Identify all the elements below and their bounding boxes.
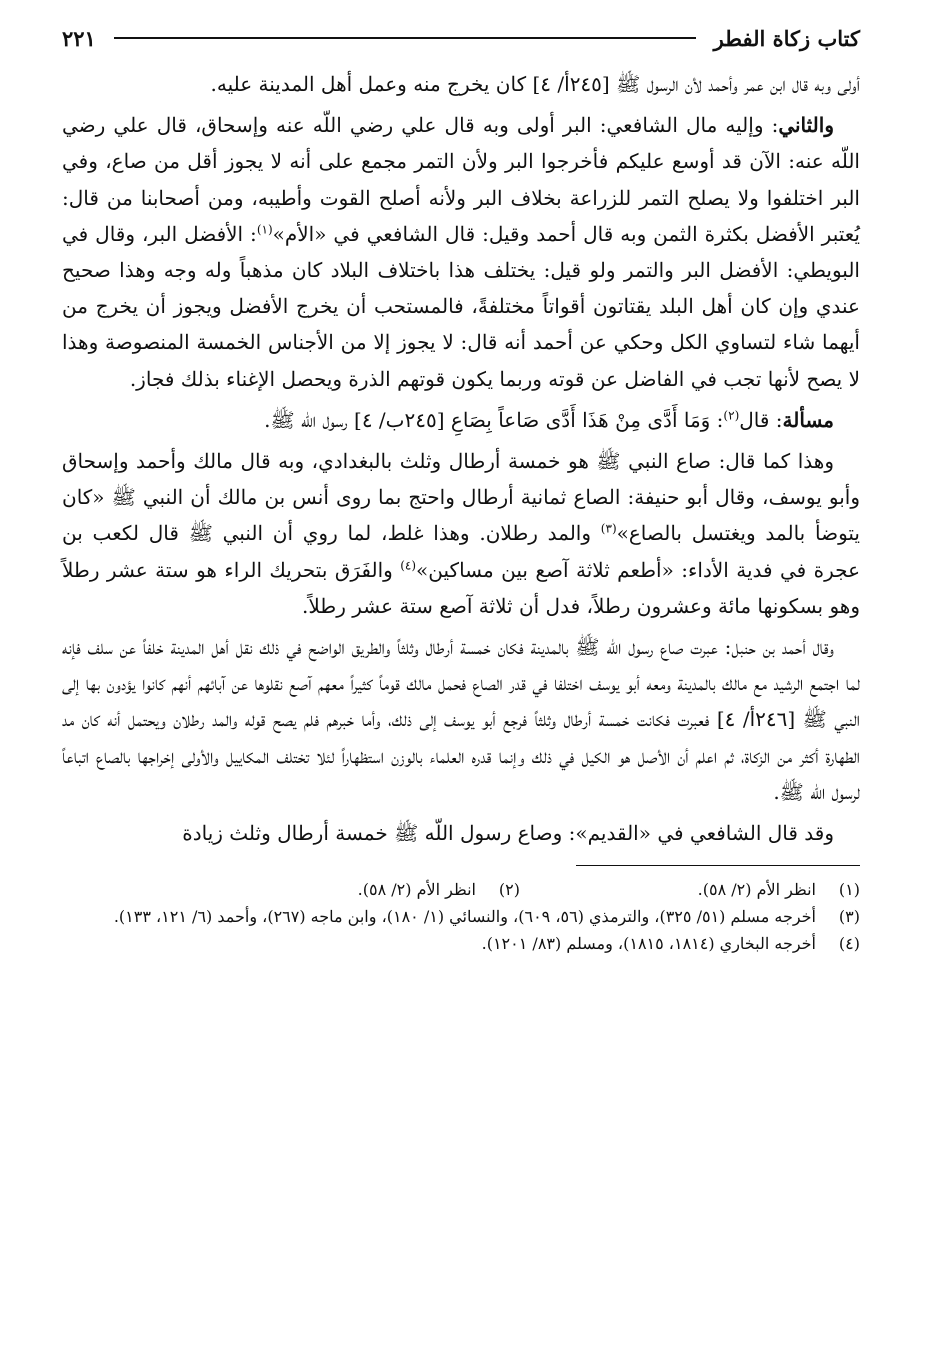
- paragraph-3: [62, 402, 860, 438]
- footnote-separator: [576, 865, 860, 866]
- running-header: [62, 20, 860, 56]
- paragraph-2: [62, 107, 860, 397]
- paragraph-text: : وإليه مال الشافعي: البر أولى وبه قال علي رضي اللّه عنه وإسحاق، قال علي رضي اللّه عنه: الآن قد أوسع عليكم فأخرجوا البر ولأن التمر مجمع على أنه لا يجوز أقل من صاع، وفي البر اختلفوا ولا يصلح التمر للزراعة بخلاف البر ولأنه أصلح القوت وأطيبه، ومن أصحابنا من قال: يُعتبر الأفضل بكثرة الثمن وبه قال أحمد وقيل: قال الشافعي في «الأم»: [62, 113, 860, 246]
- paragraph-text: وقد قال الشافعي في «القديم»: وصاع رسول اللّه ﷺ خمسة أرطال وثلث زيادة: [182, 821, 834, 846]
- footnote-3: [62, 903, 860, 930]
- header-rule: [114, 37, 696, 39]
- paragraph-text-cont: : الأفضل البر، وقال في البويطي: الأفضل البر والتمر ولو قيل: يختلف هذا باختلاف البلاد كان مذهباً وله وجه وهذا صحيح عندي وإن كان أهل البلد يقتاتون أقواتاً مختلفةً، فالمستحب أن يخرج الأفضل ويجوز أن يخرج من أيهما شاء لتساوي الكل وحكي عن أحمد أنه قال: لا يجوز إلا من الأجناس الخمسة المنصوصة وهذا لا يصح لأنها تجب في الفاضل عن قوته وربما يكون قوتهم الذرة ويحصل الإغناء بذلك فجاز.: [62, 221, 860, 391]
- paragraph-lead: مسألة: [782, 407, 834, 432]
- footnote-ref-3[interactable]: (٣): [600, 521, 617, 536]
- page-number: ٢٢١: [62, 25, 96, 51]
- paragraph-text: أولى وبه قال ابن عمر وأحمد لأن الرسول ﷺ [٢٤٥أ/ ٤] كان يخرج منه وعمل أهل المدينة عليه.: [210, 72, 860, 96]
- paragraph-text: : قال: [739, 407, 783, 432]
- footnote-text: أخرجه مسلم (٥١/ ٣٢٥)، والترمذي (٥٦، ٦٠٩)، والنسائي (١/ ١٨٠)، وابن ماجه (٢٦٧)، وأحمد (٦/ ١٢١، ١٣٣).: [113, 907, 816, 927]
- main-text: [62, 66, 860, 851]
- footnote-2: [180, 876, 520, 903]
- paragraph-1: [62, 66, 860, 102]
- footnote-text: انظر الأم (٢/ ٥٨).: [357, 880, 476, 900]
- paragraph-5: [62, 629, 860, 810]
- chapter-title: كتاب زكاة الفطر: [713, 25, 860, 51]
- footnote-number: (٣): [838, 907, 860, 927]
- footnote-number: (١): [838, 880, 860, 900]
- paragraph-6: [62, 815, 860, 851]
- paragraph-text: وهذا كما قال: صاع النبي ﷺ هو خمسة أرطال وثلث بالبغدادي، وبه قال مالك وأحمد وإسحاق وأبو يوسف، وقال أبو حنيفة: الصاع ثمانية أرطال واحتج بما روى أنس بن مالك أن النبي ﷺ «كان يتوضأ بالمد ويغتسل بالصاع»: [62, 449, 860, 546]
- footnote-text: انظر الأم (٢/ ٥٨).: [697, 880, 816, 900]
- footnote-ref-1[interactable]: (١): [256, 222, 273, 237]
- paragraph-text-cont-2: والفَرَق بتحريك الراء هو ستة عشر رطلاً وهو بسكونها مائة وعشرون رطلاً، فدل أن ثلاثة آصع ستة عشر رطلاً.: [62, 557, 860, 618]
- footnote-ref-2[interactable]: (٢): [723, 408, 740, 423]
- footnote-number: (٤): [838, 934, 860, 954]
- book-page: [62, 20, 860, 957]
- footnote-1: [520, 876, 860, 903]
- paragraph-lead: والثاني: [778, 113, 834, 138]
- paragraph-text-cont: والمد رطلان. وهذا غلط، لما روي أن النبي ﷺ قال لكعب بن عجرة في فدية الأداء: «أطعم ثلاثة آصع بين مساكين»: [62, 521, 861, 582]
- paragraph-text-cont: : وَمَا أَدَّى مِنْ هَذَا أَدَّى صَاعاً بِصَاعِ [٢٤٥ب/ ٤] رسول اللّه ﷺ.: [264, 407, 724, 432]
- footnote-row-1-2: [62, 876, 860, 903]
- footnotes: [62, 876, 860, 957]
- footnote-text: أخرجه البخاري (١٨١٤، ١٨١٥)، ومسلم (٨٣/ ١٢٠١).: [481, 934, 816, 954]
- footnote-4: [62, 930, 860, 957]
- paragraph-4: [62, 443, 860, 624]
- paragraph-text: وقال أحمد بن حنبل: عبرت صاع رسول اللّه ﷺ بالمدينة فكان خمسة أرطال وثلثاً والطريق الواضح في ذلك نقل أهل المدينة خلفاً عن سلف فإنه لما اجتمع الرشيد مع مالك بالمدينة ومعه أبو يوسف اختلفا في قدر الصاع فحمل مالك قوماً كثيراً معهم آصع نقلوها عن آبائهم أنهم كانوا يؤدون بها إلى النبي ﷺ [٢٤٦أ/ ٤] فعبرت فكانت خمسة أرطال وثلثاً فرجع أبو يوسف إلى ذلك، وأما خبرهم فلم يصح قوله والمد رطلان ويحتمل أنه كان مد الطهارة أكثر من الزكاة، ثم اعلم أن الأصل هو الكيل في ذلك وإنما قدره العلماء بالوزن استظهاراً لئلا تختلف المكاييل والأولى إخراجها بالصاع اتباعاً لرسول اللّه ﷺ.: [62, 635, 860, 804]
- footnote-ref-4[interactable]: (٤): [400, 557, 417, 572]
- footnote-number: (٢): [498, 880, 520, 900]
